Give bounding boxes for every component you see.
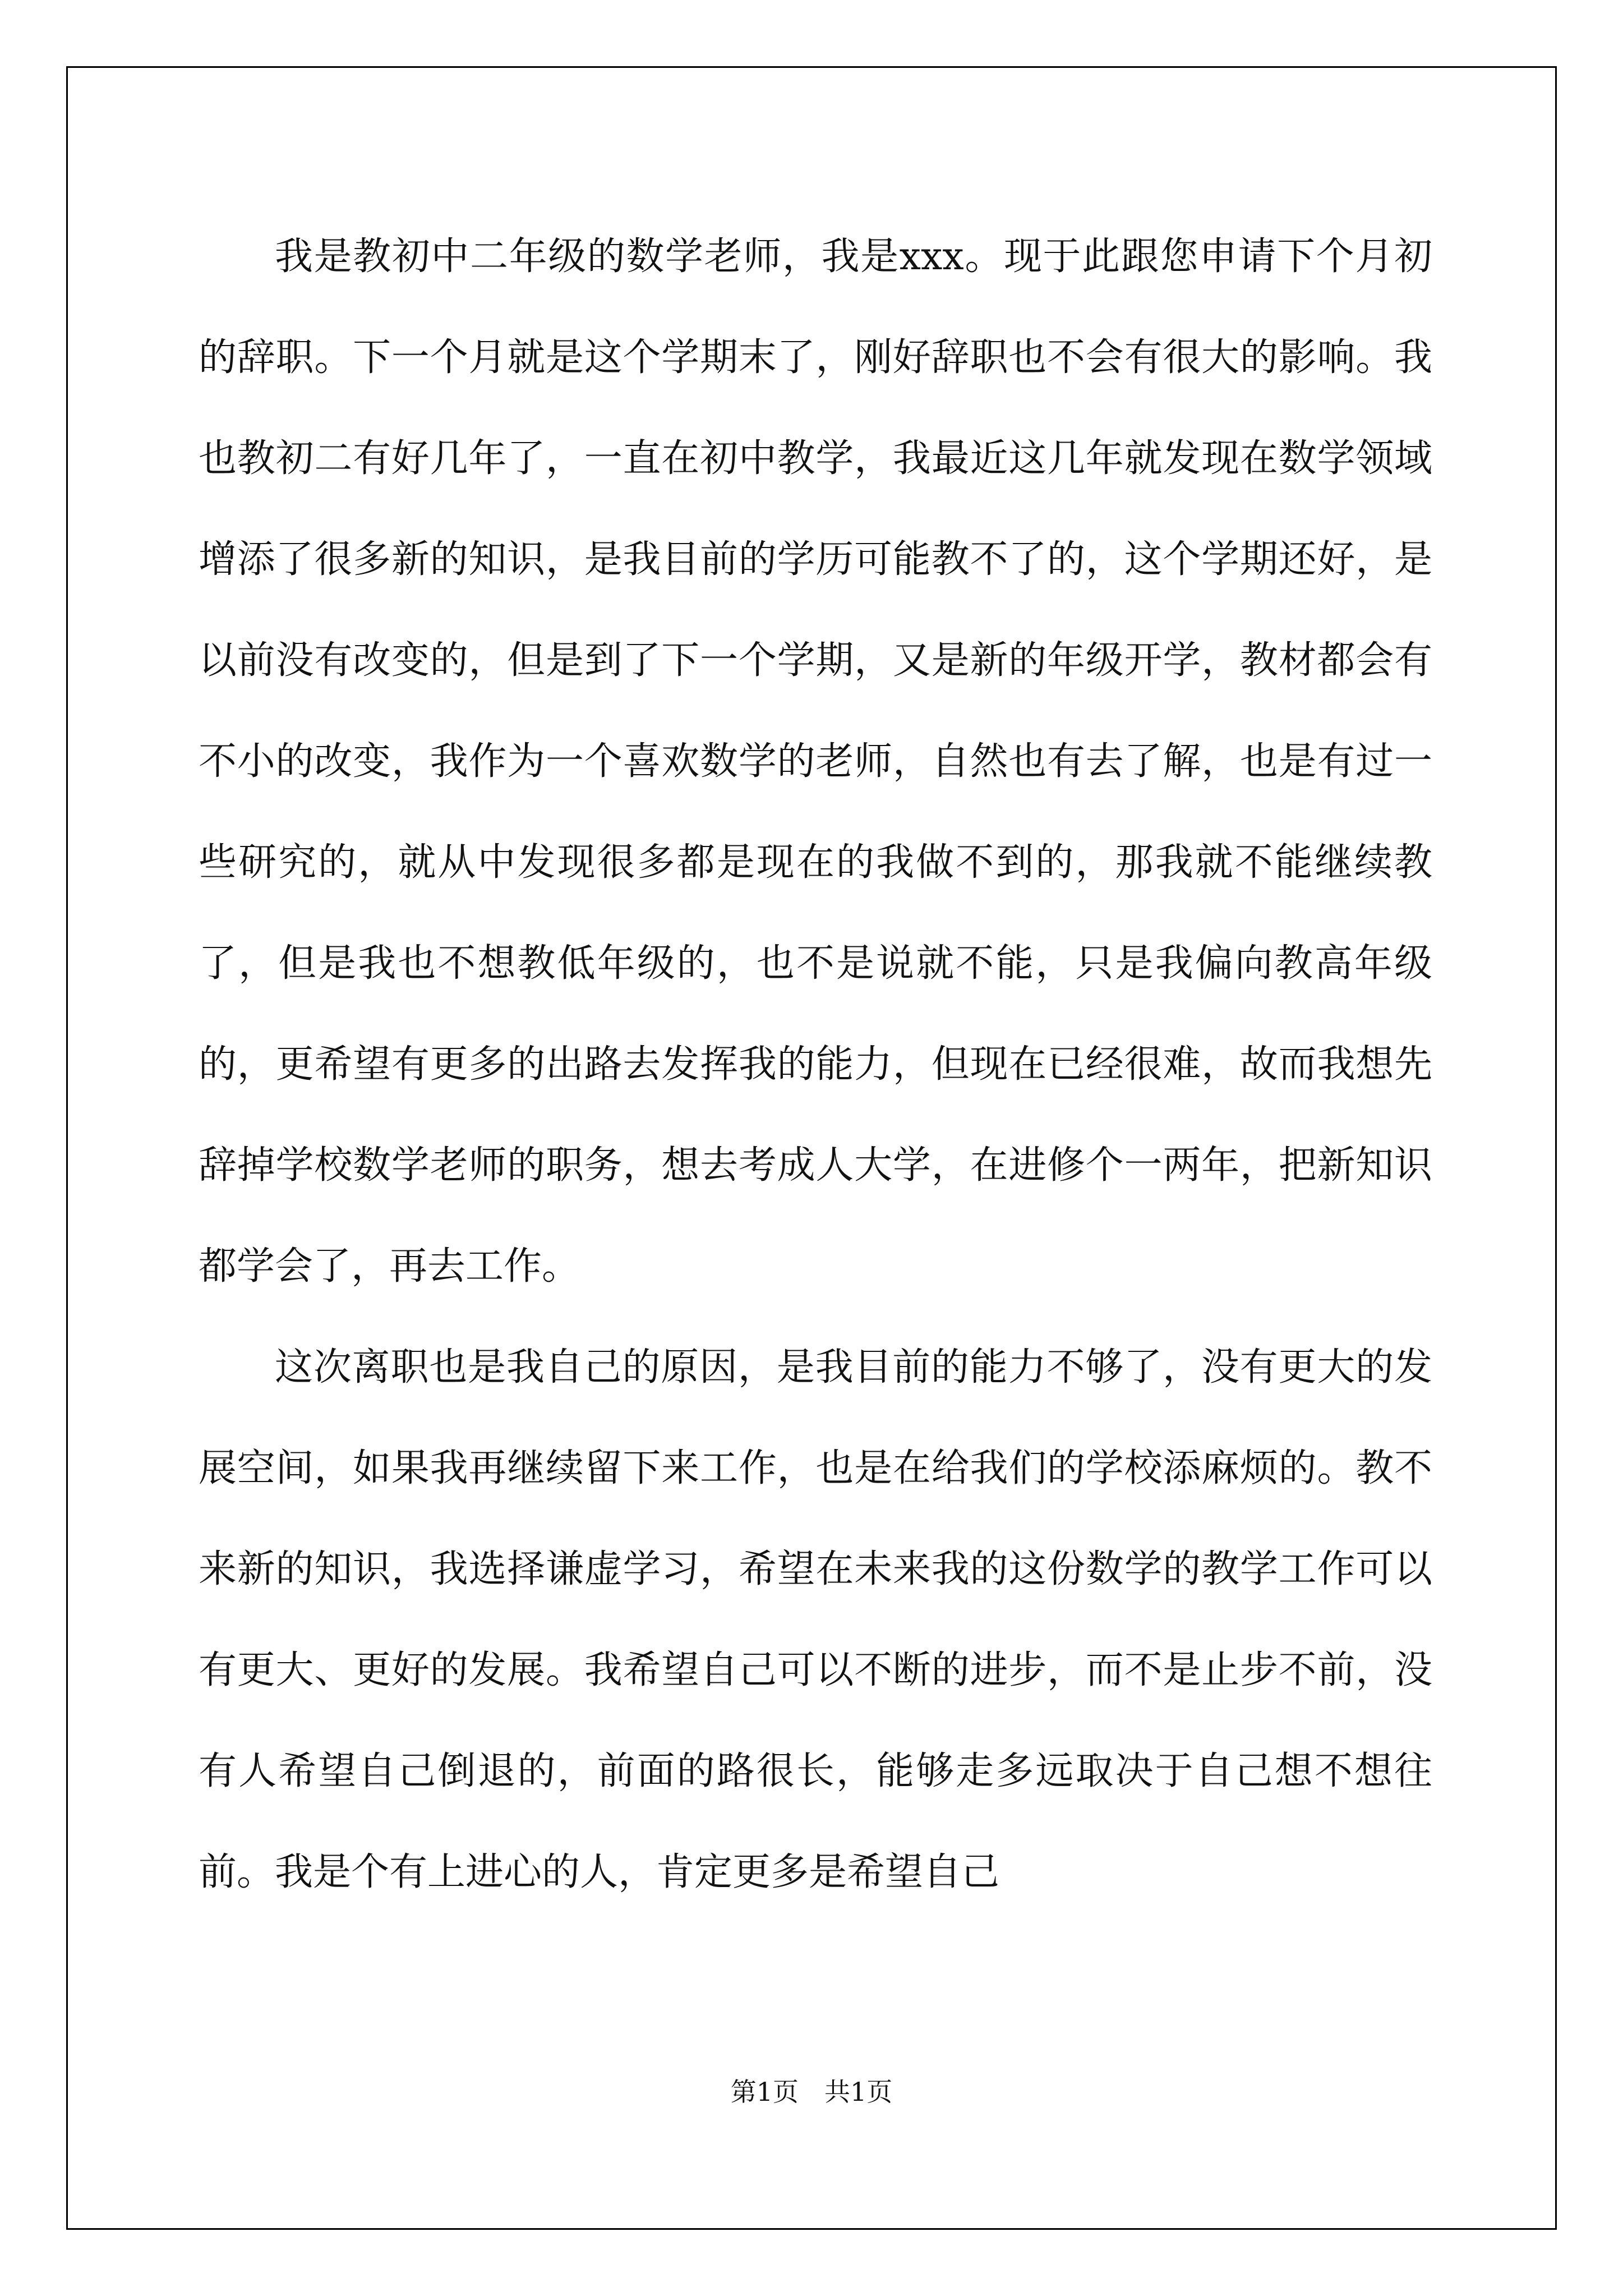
- paragraph-2: 这次离职也是我自己的原因，是我目前的能力不够了，没有更大的发展空间，如果我再继续留下来工作，也是在给我们的学校添麻烦的。教不来新的知识，我选择谦虚学习，希望在未来我的这份数学的教学工作可以有更大、更好的发展。我希望自己可以不断的进步，而不是止步不前，没有人希望自己倒退的，前面的路很长，能够走多远取决于自己想不想往前。我是个有上进心的人，肯定更多是希望自己: [199, 1345, 1432, 1894]
- paragraph-1: 我是教初中二年级的数学老师，我是xxx。现于此跟您申请下个月初的辞职。下一个月就是这个学期末了，刚好辞职也不会有很大的影响。我也教初二有好几年了，一直在初中教学，我最近这几年就发现在数学领域增添了很多新的知识，是我目前的学历可能教不了的，这个学期还好，是以前没有改变的，但是到了下一个学期，又是新的年级开学，教材都会有不小的改变，我作为一个喜欢数学的老师，自然也有去了解，也是有过一些研究的，就从中发现很多都是现在的我做不到的，那我就不能继续教了，但是我也不想教低年级的，也不是说就不能，只是我偏向教高年级的，更希望有更多的出路去发挥我的能力，但现在已经很难，故而我想先辞掉学校数学老师的职务，想去考成人大学，在进修个一两年，把新知识都学会了，再去工作。: [199, 234, 1432, 1289]
- document-body: [199, 206, 1432, 1923]
- page-number-footer: 第1页 共1页: [730, 2077, 893, 2107]
